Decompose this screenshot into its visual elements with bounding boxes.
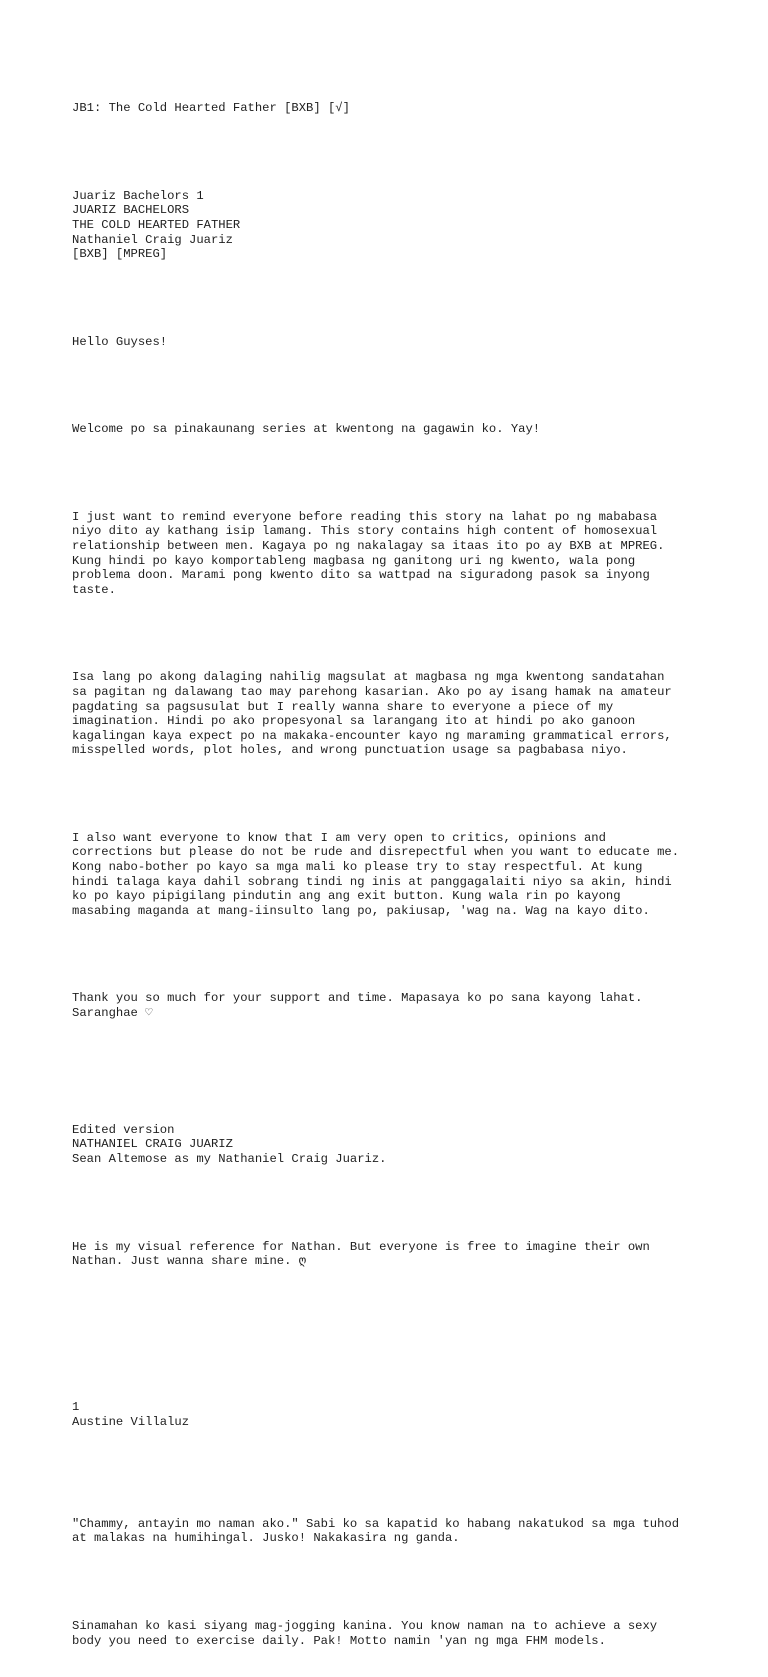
thanks-paragraph: Thank you so much for your support and time. Mapasaya ko po sana kayong lahat. Saranghae ♡	[72, 991, 643, 1020]
section-gap	[72, 1458, 712, 1487]
paragraph-gap	[72, 948, 712, 963]
paragraph-gap	[72, 627, 712, 642]
about-writer-paragraph: Isa lang po akong dalaging nahilig magsulat at magbasa ng mga kwentong sandatahan sa pagitan ng dalawang tao may parehong kasarian. Ako po ay isang hamak na amateur pagdating sa pagsusulat but I really wanna share to everyone a piece of my imagination. Hindi po ako propesyonal sa larangang ito at hindi po ako ganoon kagalingan kaya expect po na makaka-encounter kayo ng maraming grammatical errors, misspelled words, plot holes, and wrong punctuation usage sa pagbabasa niyo.	[72, 670, 672, 758]
paragraph-gap	[72, 378, 712, 393]
section-gap	[72, 1298, 712, 1371]
paragraph-gap	[72, 1196, 712, 1211]
document-title-line: JB1: The Cold Hearted Father [BXB] [√]	[72, 101, 350, 116]
series-header-block: Juariz Bachelors 1 JUARIZ BACHELORS THE COLD HEARTED FATHER Nathaniel Craig Juariz [BXB] [MPREG]	[72, 188, 241, 262]
chapter-heading-block: 1 Austine Villaluz	[72, 1400, 190, 1429]
paragraph-gap	[72, 291, 712, 306]
critics-paragraph: I also want everyone to know that I am very open to critics, opinions and corrections but please do not be rude and disrepectful when you want to educate me. Kong nabo-bother po kayo sa mga mali ko please try to stay respectful. At kung hindi talaga kaya dahil sobrang tindi ng inis at panggagalaiti niyo sa akin, hindi ko po kayo pipigilang pindutin ang ang exit button. Kung wala rin po kayong masabing maganda at mang-iinsulto lang po, pakiusap, 'wag na. Wag na kayo dito.	[72, 830, 680, 918]
reminder-paragraph: I just want to remind everyone before reading this story na lahat po ng mababasa niyo dito ay kathang isip lamang. This story contains high content of homosexual relationship between men. Kagaya po ng nakalagay sa itaas ito po ay BXB at MPREG. Kung hindi po kayo komportableng magbasa ng ganitong uri ng kwento, wala pong problema doon. Marami pong kwento dito sa wattpad na siguradong pasok sa inyong taste.	[72, 509, 665, 597]
welcome-paragraph: Welcome po sa pinakaunang series at kwentong na gagawin ko. Yay!	[72, 422, 541, 437]
paragraph-gap	[72, 145, 712, 160]
greeting-line: Hello Guyses!	[72, 334, 168, 349]
story-paragraph: Sinamahan ko kasi siyang mag-jogging kanina. You know naman na to achieve a sexy body you need to exercise daily. Pak! Motto namin 'yan ng mga FHM models.	[72, 1618, 658, 1648]
edited-version-block: Edited version NATHANIEL CRAIG JUARIZ Sean Altemose as my Nathaniel Craig Juariz.	[72, 1122, 387, 1166]
paragraph-gap	[72, 1575, 712, 1590]
section-gap	[72, 1050, 712, 1094]
paragraph-gap	[72, 787, 712, 802]
visual-reference-paragraph: He is my visual reference for Nathan. But everyone is free to imagine their own Nathan. Just wanna share mine. ღ	[72, 1239, 650, 1269]
paragraph-gap	[72, 466, 712, 481]
document-body	[72, 72, 712, 1677]
story-paragraph: "Chammy, antayin mo naman ako." Sabi ko sa kapatid ko habang nakatukod sa mga tuhod at malakas na humihingal. Jusko! Nakakasira ng ganda.	[72, 1516, 680, 1546]
